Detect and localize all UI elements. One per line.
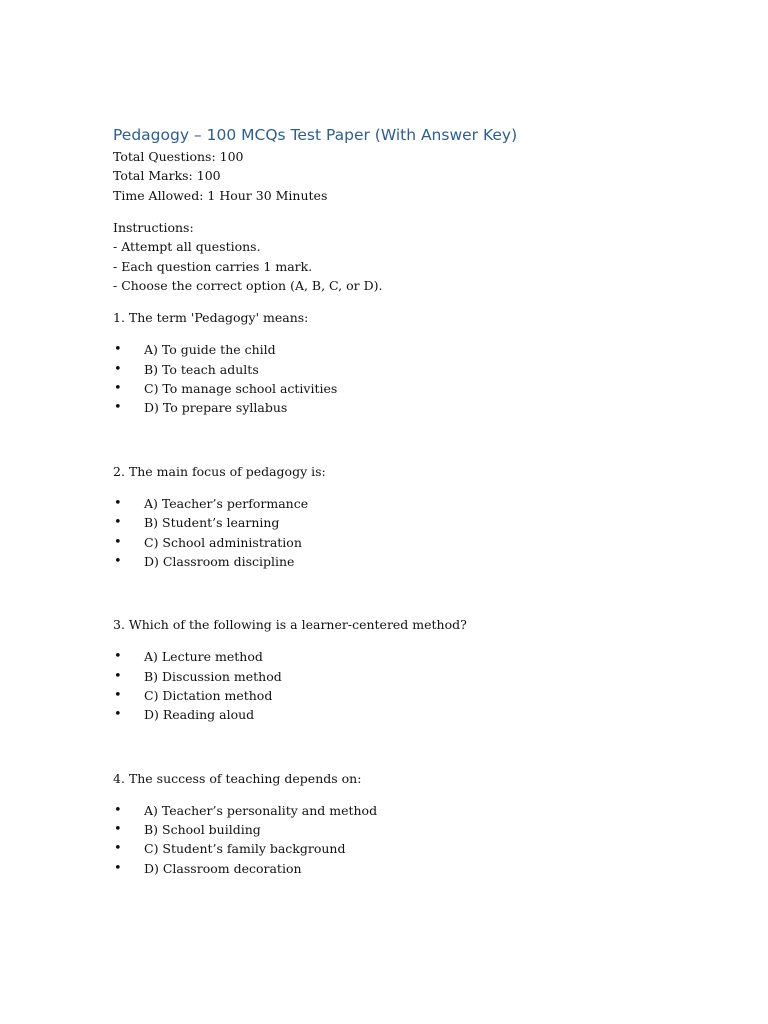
- option-label: B) School building: [144, 821, 261, 837]
- option-label: A) Teacher’s personality and method: [144, 802, 378, 818]
- instruction-item: - Attempt all questions.: [113, 239, 261, 255]
- document-page: [113, 124, 733, 878]
- option-label: A) To guide the child: [144, 342, 276, 358]
- bullet-icon: •: [114, 400, 122, 416]
- bullet-icon: •: [114, 687, 122, 703]
- instructions-heading: Instructions:: [113, 220, 194, 236]
- option-d: [113, 705, 733, 724]
- option-b: [113, 360, 733, 379]
- bullet-icon: •: [114, 342, 122, 358]
- option-c: [113, 839, 733, 858]
- option-label: A) Teacher’s performance: [144, 495, 309, 511]
- bullet-icon: •: [114, 860, 122, 876]
- option-label: B) Discussion method: [144, 668, 282, 684]
- bullet-icon: •: [114, 553, 122, 569]
- option-a: [113, 494, 733, 513]
- option-label: C) Dictation method: [144, 687, 273, 703]
- document-title: Pedagogy – 100 MCQs Test Paper (With Answer Key): [113, 126, 518, 144]
- bullet-icon: •: [114, 534, 122, 550]
- option-b: [113, 513, 733, 532]
- option-label: A) Lecture method: [144, 649, 263, 665]
- option-b: [113, 820, 733, 839]
- meta-total-questions: Total Questions: 100: [113, 149, 244, 164]
- question-1-text: 1. The term 'Pedagogy' means:: [113, 310, 309, 326]
- option-a: [113, 647, 733, 666]
- bullet-icon: •: [114, 668, 122, 684]
- bullet-icon: •: [114, 495, 122, 511]
- instructions: [113, 218, 733, 296]
- bullet-icon: •: [114, 515, 122, 531]
- option-label: C) Student’s family background: [144, 841, 346, 857]
- option-label: D) To prepare syllabus: [144, 400, 288, 416]
- bullet-icon: •: [114, 707, 122, 723]
- option-b: [113, 667, 733, 686]
- instruction-item: - Each question carries 1 mark.: [113, 258, 313, 274]
- bullet-icon: •: [114, 361, 122, 377]
- option-label: C) School administration: [144, 534, 302, 550]
- bullet-icon: •: [114, 381, 122, 397]
- meta-total-marks: Total Marks: 100: [113, 168, 221, 184]
- question-4-text: 4. The success of teaching depends on:: [113, 770, 362, 786]
- option-d: [113, 552, 733, 571]
- option-label: B) Student’s learning: [144, 515, 280, 531]
- bullet-icon: •: [114, 821, 122, 837]
- question-2-text: 2. The main focus of pedagogy is:: [113, 463, 326, 479]
- option-c: [113, 686, 733, 705]
- option-a: [113, 340, 733, 359]
- option-label: D) Reading aloud: [144, 707, 255, 723]
- meta-time-allowed: Time Allowed: 1 Hour 30 Minutes: [113, 187, 328, 203]
- bullet-icon: •: [114, 802, 122, 818]
- question-3-text: 3. Which of the following is a learner-centered method?: [113, 617, 467, 633]
- option-label: C) To manage school activities: [144, 381, 338, 397]
- bullet-icon: •: [114, 649, 122, 665]
- option-label: B) To teach adults: [144, 361, 259, 377]
- option-d: [113, 859, 733, 878]
- instruction-item: - Choose the correct option (A, B, C, or D).: [113, 278, 383, 294]
- bullet-icon: •: [114, 841, 122, 857]
- option-label: D) Classroom discipline: [144, 553, 295, 569]
- test-meta: [113, 147, 733, 205]
- question-1-options: [113, 340, 733, 417]
- option-c: [113, 379, 733, 398]
- option-c: [113, 533, 733, 552]
- question-4-options: [113, 801, 733, 878]
- question-3-options: [113, 647, 733, 724]
- option-label: D) Classroom decoration: [144, 860, 302, 876]
- question-2-options: [113, 494, 733, 571]
- option-a: [113, 801, 733, 820]
- option-d: [113, 398, 733, 417]
